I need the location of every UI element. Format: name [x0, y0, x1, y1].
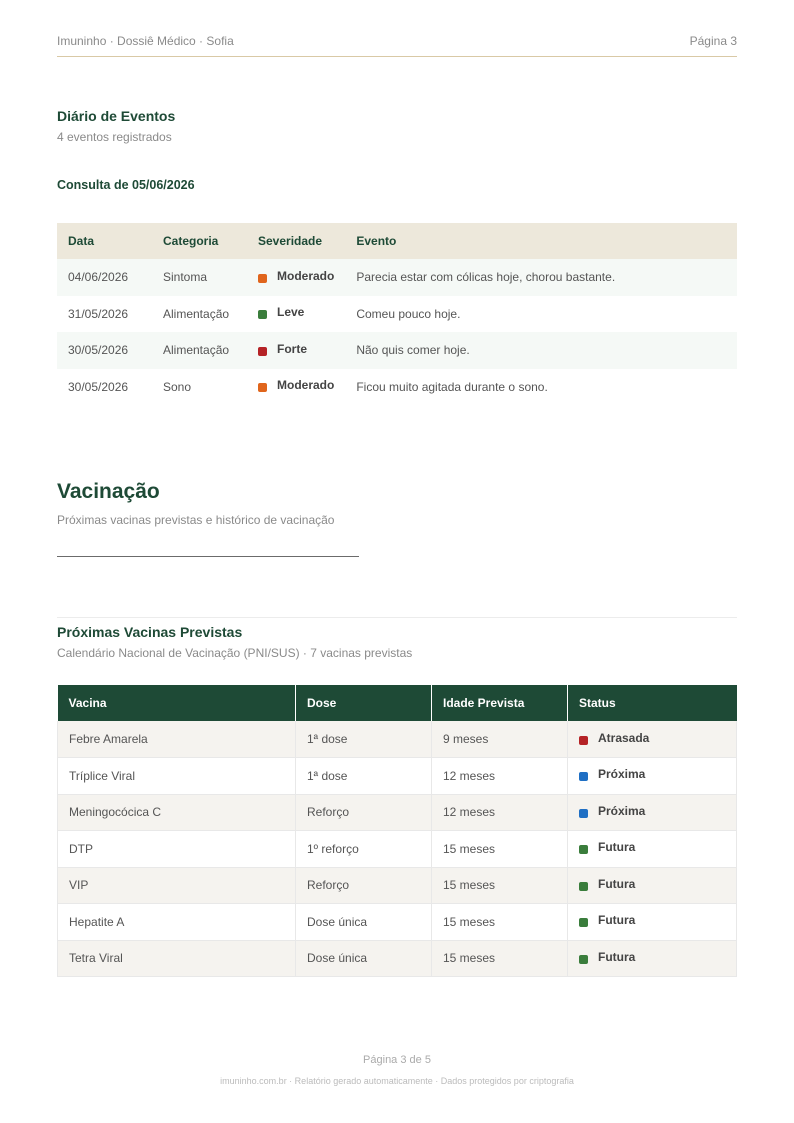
event-category: Alimentação	[163, 306, 230, 321]
vaccine-status	[568, 831, 737, 868]
vaccine-status	[568, 794, 737, 831]
event-severity	[247, 296, 345, 333]
vaccine-name: VIP	[58, 867, 296, 904]
column-header-dose: Dose	[296, 685, 432, 721]
vaccine-name: Tríplice Viral	[58, 758, 296, 795]
event-description: Não quis comer hoje.	[345, 332, 737, 369]
events-section-title: Diário de Eventos	[57, 108, 176, 124]
upcoming-vaccines-title: Próximas Vacinas Previstas	[57, 624, 243, 640]
event-severity	[247, 259, 345, 296]
vaccine-dose: Dose única	[296, 940, 432, 977]
table-row	[58, 904, 737, 941]
column-header-category: Categoria	[152, 223, 247, 259]
event-category: Alimentação	[152, 332, 247, 369]
footer-note: imuninho.com.br · Relatório gerado automaticamente · Dados protegidos por criptografia	[220, 1076, 574, 1086]
vaccine-status	[568, 940, 737, 977]
events-section-subtitle: 4 eventos registrados	[57, 130, 172, 144]
status-label: Próxima	[598, 767, 646, 782]
vaccine-dose: 1ª dose	[296, 721, 432, 758]
column-header-vaccine: Vacina	[58, 685, 296, 721]
column-header-date: Data	[57, 223, 152, 259]
severity-label: Leve	[277, 305, 305, 320]
table-row	[57, 296, 737, 333]
status-label: Futura	[598, 876, 636, 891]
event-description: Comeu pouco hoje.	[356, 306, 461, 321]
upcoming-vaccines-subtitle: Calendário Nacional de Vacinação (PNI/SUS) · 7 vacinas previstas	[57, 646, 413, 660]
vaccine-age: 15 meses	[432, 867, 568, 904]
header-document-title: Imuninho · Dossiê Médico · Sofia	[57, 34, 234, 48]
vaccine-status	[568, 721, 737, 758]
section-divider	[57, 617, 737, 618]
vaccine-name: Hepatite A	[58, 904, 296, 941]
event-description: Ficou muito agitada durante o sono.	[356, 379, 548, 394]
events-table	[57, 223, 737, 405]
footer-page-number: Página 3 de 5	[363, 1054, 431, 1066]
status-square-icon	[579, 736, 588, 745]
vaccine-age: 12 meses	[432, 758, 568, 795]
events-table-header	[57, 223, 737, 259]
severity-label: Moderado	[277, 268, 335, 283]
vaccine-name: Febre Amarela	[58, 721, 296, 758]
severity-label: Moderado	[277, 378, 335, 393]
vaccine-dose: Reforço	[296, 794, 432, 831]
vaccination-divider	[57, 556, 359, 557]
table-row	[58, 794, 737, 831]
upcoming-vaccines-table	[57, 685, 737, 977]
event-category: Sintoma	[152, 259, 247, 296]
status-square-icon	[579, 772, 588, 781]
severity-square-icon	[258, 274, 267, 283]
vaccines-table-header	[58, 685, 737, 721]
status-label: Futura	[598, 949, 636, 964]
event-category: Sono	[163, 379, 192, 394]
status-label: Futura	[598, 913, 636, 928]
severity-square-icon	[258, 310, 267, 319]
vaccine-name: Meningocócica C	[58, 794, 296, 831]
header-page-number: Página 3	[689, 34, 737, 48]
vaccine-status	[568, 758, 737, 795]
vaccination-title: Vacinação	[57, 480, 160, 503]
vaccine-status	[568, 904, 737, 941]
event-date: 04/06/2026	[57, 259, 152, 296]
table-row	[58, 721, 737, 758]
event-severity	[247, 369, 345, 406]
status-square-icon	[579, 882, 588, 891]
severity-square-icon	[258, 383, 267, 392]
vaccine-age: 12 meses	[432, 794, 568, 831]
severity-label: Forte	[277, 341, 307, 356]
event-date: 30/05/2026	[68, 379, 129, 394]
event-severity	[247, 332, 345, 369]
consulta-heading: Consulta de 05/06/2026	[57, 178, 195, 192]
vaccine-name: DTP	[58, 831, 296, 868]
vaccine-age: 15 meses	[432, 831, 568, 868]
vaccine-status	[568, 867, 737, 904]
severity-square-icon	[258, 347, 267, 356]
status-label: Futura	[598, 840, 636, 855]
vaccine-age: 9 meses	[432, 721, 568, 758]
table-row	[58, 940, 737, 977]
table-row	[57, 259, 737, 296]
page-header	[57, 34, 737, 57]
table-row	[57, 332, 737, 369]
vaccine-age: 15 meses	[432, 940, 568, 977]
table-row	[57, 369, 737, 406]
status-square-icon	[579, 918, 588, 927]
column-header-severity: Severidade	[247, 223, 345, 259]
status-square-icon	[579, 809, 588, 818]
table-row	[58, 758, 737, 795]
vaccine-name: Tetra Viral	[58, 940, 296, 977]
table-row	[58, 831, 737, 868]
table-row	[58, 867, 737, 904]
column-header-status: Status	[568, 685, 737, 721]
event-date: 30/05/2026	[57, 332, 152, 369]
vaccine-dose: Dose única	[296, 904, 432, 941]
column-header-age: Idade Prevista	[432, 685, 568, 721]
vaccine-dose: Reforço	[296, 867, 432, 904]
column-header-event: Evento	[345, 223, 737, 259]
status-square-icon	[579, 845, 588, 854]
event-date: 31/05/2026	[68, 306, 129, 321]
vaccine-age: 15 meses	[432, 904, 568, 941]
vaccine-dose: 1º reforço	[296, 831, 432, 868]
status-label: Próxima	[598, 803, 646, 818]
event-description: Parecia estar com cólicas hoje, chorou bastante.	[345, 259, 737, 296]
vaccine-dose: 1ª dose	[296, 758, 432, 795]
status-square-icon	[579, 955, 588, 964]
vaccination-subtitle: Próximas vacinas previstas e histórico de vacinação	[57, 513, 335, 527]
status-label: Atrasada	[598, 730, 650, 745]
